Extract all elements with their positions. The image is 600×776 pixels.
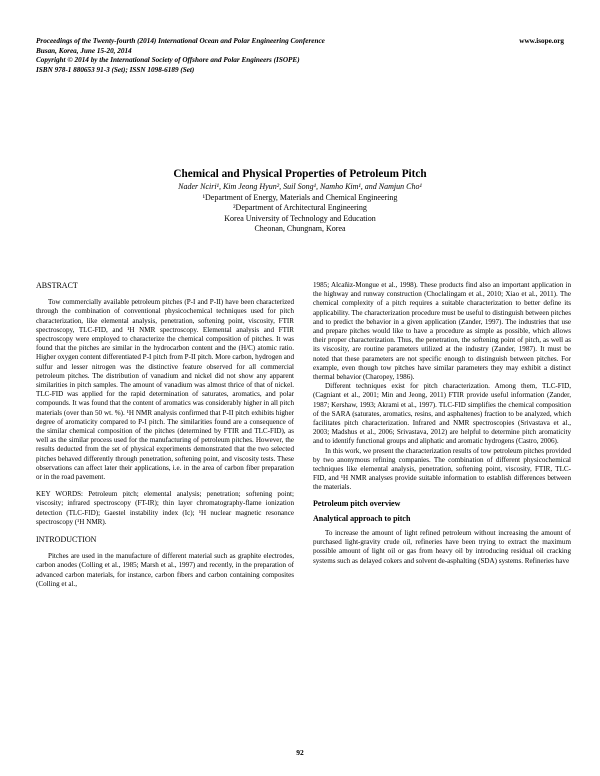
page-number: 92	[296, 748, 304, 757]
keywords: KEY WORDS: Petroleum pitch; elemental analysis; penetration; softening point; viscosity; infrared spectroscopy (FT-IR); thin layer chromatography-flame ionization detection (TLC-FID); Gaestel instability index (Ic); ¹H nuclear magnetic resonance spectroscopy (¹H NMR).	[36, 490, 294, 526]
header-line: Copyright © 2014 by the International Society of Offshore and Polar Engineers (ISOPE)	[36, 56, 300, 65]
affiliation-line: Cheonan, Chungnam, Korea	[254, 224, 346, 233]
website-link[interactable]: www.isope.org	[519, 37, 564, 45]
paragraph: Different techniques exist for pitch characterization. Among them, TLC-FID, (Cagniant et al., 2001; Min and Jeong, 2011) FTIR provide useful information (Zander, 1987; Kershaw, 1993; Akrami et al., 1997). TLC-FID simplifies the chemical composition of the SARA (saturates, aromatics, resins, and asphaltenes) fraction to be analyzed, which facilitates pitch characterization. Infrared and NMR spectroscopies (Srivastava et al., 2003; Madshus et al., 2006; Srivastava, 2012) are helpful to determine pitch aromaticity and to identify functional groups and aliphatic and aromatic hydrogens (Castro, 2006).	[313, 382, 571, 446]
abstract-heading: ABSTRACT	[36, 281, 78, 290]
author-names: Nader Nciri¹, Kim Jeong Hyun², Suil Song¹, Namho Kim¹, and Namjun Cho¹	[178, 182, 422, 191]
right-column	[313, 281, 571, 566]
introduction-text: Pitches are used in the manufacture of different material such as graphite electrodes, carbon anodes (Colling et al., 1985; Marsh et al., 1997) and recently, in the preparation of advanced carbon materials, for instance, carbon fibers and carbon containing composites (Colling et al.,	[36, 552, 294, 588]
introduction-heading: INTRODUCTION	[36, 535, 97, 545]
section-heading-overview: Petroleum pitch overview	[313, 498, 401, 508]
affiliation-line: Korea University of Technology and Education	[224, 213, 376, 223]
header-line: Busan, Korea, June 15-20, 2014	[36, 46, 132, 55]
section-heading-analytical: Analytical approach to pitch	[313, 513, 411, 523]
introduction-continuation: 1985; Alcañiz-Mongue et al., 1998). These products find also an important application in the highway and runway construction (Choclalingam et al., 2010; Xiao et al., 2011). The chemical complexity of a pitch requires a suitable characterization to better define its applicability. The characterization procedure must be useful to distinguish between pitches and to predict the behavior in a given application (Zander, 1997). The industries that use and prepare pitches would like to have a procedure as simple as possible, which allows their proper characterization. Thus, the penetration, the softening point of pitch, as well as its viscosity, are routine parameters utilized at the industry (Zander, 1987). It must be noted that these parameters are not specific enough to distinguish between pitches. For example, even though tow pitches have similar parameters they may exhibit a distinct thermal behavior (Charopey, 1986).	[313, 281, 571, 382]
header-line: Proceedings of the Twenty-fourth (2014) International Ocean and Polar Engineering Conference	[36, 37, 325, 45]
conference-header	[36, 37, 456, 75]
paper-title: Chemical and Physical Properties of Petroleum Pitch	[173, 168, 427, 180]
affiliation-line: ²Department of Architectural Engineering	[233, 203, 367, 212]
paragraph: To increase the amount of light refined petroleum without increasing the amount of purchased light-gravity crude oil, refineries have been trying to extract the maximum possible amount of light oil or gas from heavy oil by introducing residual oil cracking systems such as delayed cokers and solvent de-asphalting (SDA) systems. Refineries have	[313, 529, 571, 565]
left-column	[36, 281, 294, 589]
author-block	[0, 182, 600, 235]
header-line: ISBN 978-1 880653 91-3 (Set); ISSN 1098-6189 (Set)	[36, 65, 195, 74]
affiliation-line: ¹Department of Energy, Materials and Chemical Engineering	[202, 192, 398, 202]
paragraph: In this work, we present the characterization results of tow petroleum pitches provided by two anonymous refining companies. The combination of different physicochemical techniques like elemental analysis, penetration, softening point, viscosity, FTIR, TLC-FID, and ¹H NMR analyses provide suitable information to establish differences between the materials.	[313, 446, 571, 492]
abstract-text: Tow commercially available petroleum pitches (P-I and P-II) have been characterized through the combination of conventional physicochemical techniques used for pitch characterization, like elemental analysis, penetration, softening point, viscosity, FTIR spectroscopy, TLC-FID, and ¹H NMR spectroscopy. Elemental analysis and FTIR spectroscopy were employed to characterize the chemical composition of pitches. It was found that the pitches are similar in the hydrocarbon content and the (H/C) atomic ratio. Higher oxygen content differentiated P-I pitch from P-II pitch. More carbon, hydrogen and sulfur and lesser nitrogen was the distinctive feature observed for all commercial petroleum pitches. The distribution of vanadium and nickel did not show any apparent similarities in pitch samples. The amount of vanadium was almost thrice of that of nickel. TLC-FID was applied for the rapid determination of saturates, aromatics, and polar compounds. It was found that the content of aromatics was considerably higher in all pitch materials (over than 50 wt. %). ¹H NMR analysis confirmed that P-II pitch exhibits higher degree of aromaticity compared to P-I pitch. The similarities found are a consequence of the similar chemical composition of the pitches (determined by FTIR and TLC-FID), as well as the similar process used for the manufacturing of petroleum pitches. However, the results deducted from the set of physical experiments demonstrated that the two selected pitches behaved differently through penetration, softening point, and viscosity tests. These observations can affect later their applications, i.e. in the area of carbon fiber preparation or in the road pavement.	[36, 298, 294, 482]
